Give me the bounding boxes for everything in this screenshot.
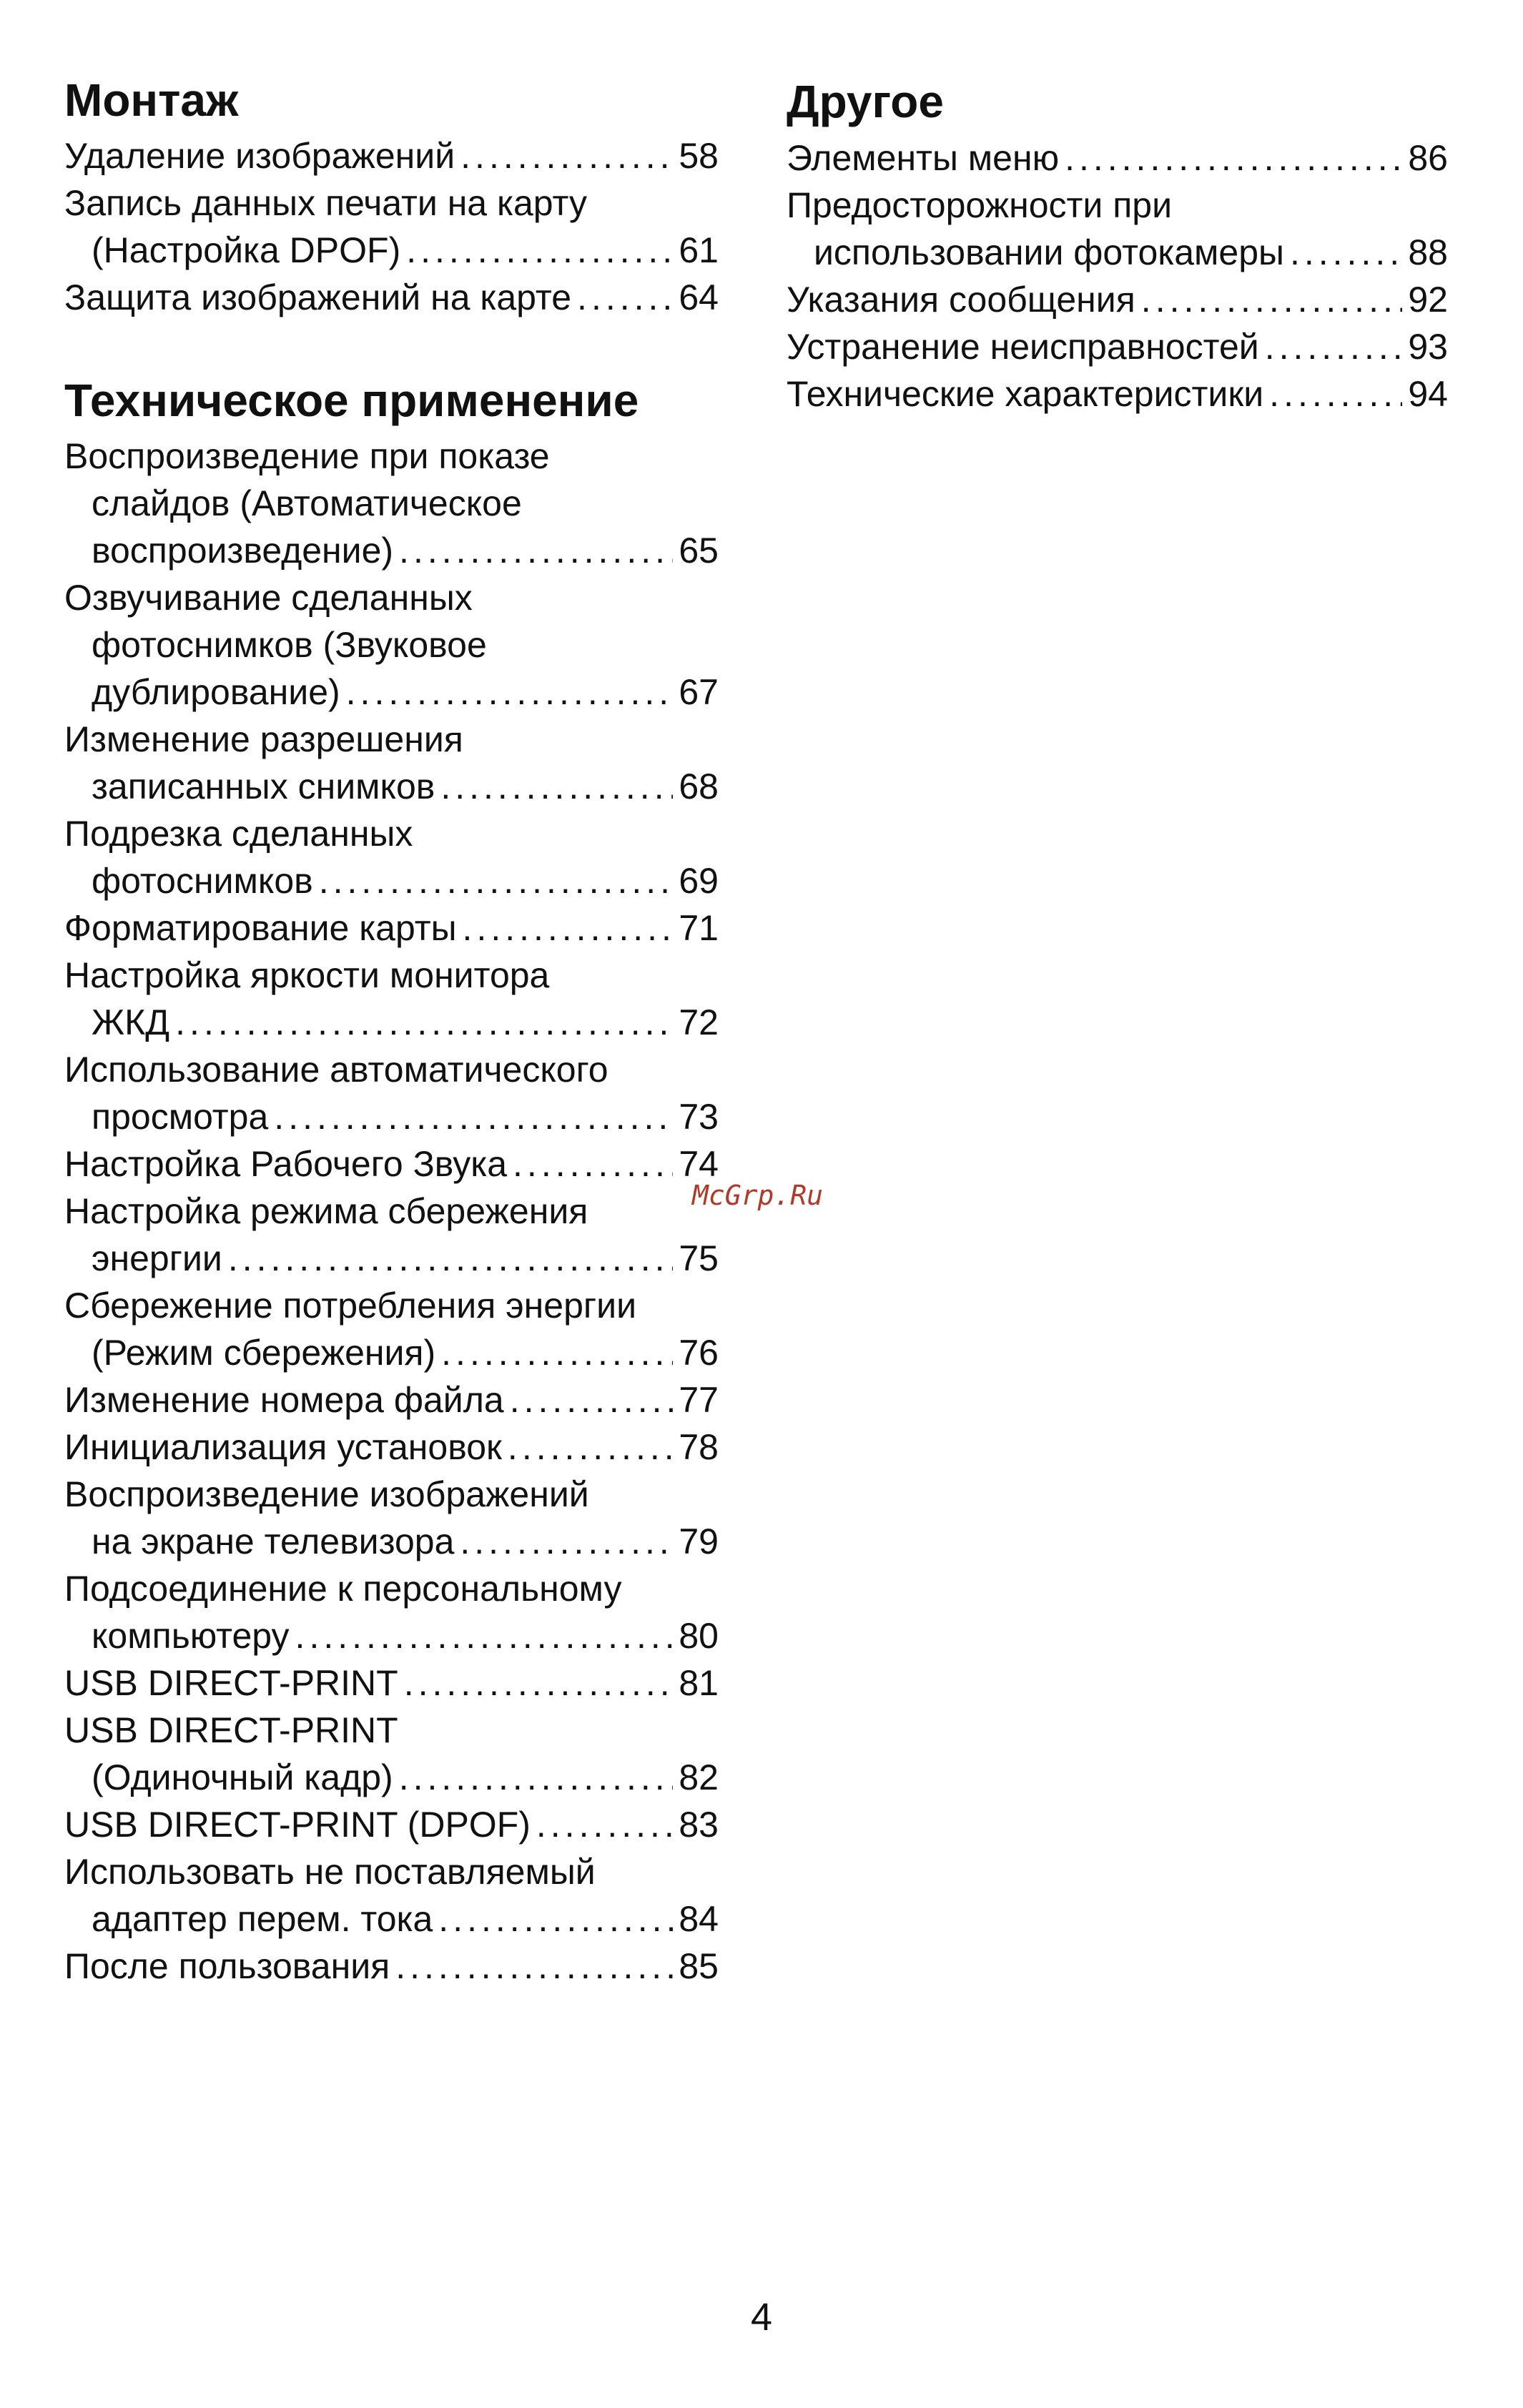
toc-page-number: 80 bbox=[679, 1616, 719, 1656]
dot-leader bbox=[463, 904, 674, 952]
section-title-other: Другое bbox=[787, 76, 944, 127]
toc-line bbox=[64, 1707, 719, 1754]
toc-page-number: 64 bbox=[679, 277, 719, 317]
dot-leader bbox=[406, 227, 673, 274]
toc-line bbox=[64, 1754, 719, 1801]
toc-line bbox=[64, 1235, 719, 1282]
dot-leader bbox=[399, 527, 673, 574]
toc-page-number: 88 bbox=[1408, 232, 1448, 272]
toc-entry-text: Защита изображений на карте bbox=[64, 277, 572, 317]
toc-entry-text: (Одиночный кадр) bbox=[92, 1757, 393, 1797]
toc-line bbox=[787, 323, 1448, 370]
toc-entry bbox=[787, 182, 1448, 276]
toc-line bbox=[64, 1471, 719, 1518]
toc-line bbox=[64, 857, 719, 904]
toc-entry-text: Воспроизведение при показе bbox=[64, 436, 550, 476]
dot-leader bbox=[1290, 229, 1402, 276]
toc-entry bbox=[64, 904, 719, 952]
toc-page-number: 82 bbox=[679, 1757, 719, 1797]
toc-entry bbox=[64, 1188, 719, 1282]
toc-page-number: 73 bbox=[679, 1097, 719, 1137]
toc-entry-text: Удаление изображений bbox=[64, 136, 455, 176]
toc-entry bbox=[787, 370, 1448, 418]
toc-line bbox=[64, 1943, 719, 1990]
toc-line bbox=[64, 132, 719, 179]
toc-entry bbox=[64, 1565, 719, 1659]
toc-entry bbox=[64, 1376, 719, 1423]
toc-entry bbox=[64, 132, 719, 179]
toc-entry-text: использовании фотокамеры bbox=[814, 232, 1284, 272]
toc-entry-text: Использовать не поставляемый bbox=[64, 1852, 596, 1892]
dot-leader bbox=[438, 1895, 673, 1943]
toc-page-number: 67 bbox=[679, 672, 719, 712]
toc-page-number: 79 bbox=[679, 1521, 719, 1561]
dot-leader bbox=[175, 999, 673, 1046]
dot-leader bbox=[346, 668, 674, 716]
toc-entry bbox=[64, 716, 719, 810]
toc-line bbox=[64, 763, 719, 810]
dot-leader bbox=[513, 1140, 673, 1188]
toc-line bbox=[64, 179, 719, 227]
toc-line bbox=[64, 668, 719, 716]
toc-entry bbox=[64, 1848, 719, 1943]
toc-entry-text: просмотра bbox=[92, 1097, 269, 1137]
toc-entry-text: USB DIRECT-PRINT bbox=[64, 1663, 398, 1703]
toc-entry bbox=[64, 433, 719, 574]
toc-line bbox=[64, 1848, 719, 1895]
toc-entry bbox=[64, 179, 719, 274]
toc-line bbox=[64, 433, 719, 480]
toc-entry-text: Настройка режима сбережения bbox=[64, 1191, 588, 1231]
toc-entry-text: Указания сообщения bbox=[787, 280, 1135, 320]
toc-entry-text: Озвучивание сделанных bbox=[64, 578, 473, 618]
dot-leader bbox=[1065, 134, 1402, 182]
dot-leader bbox=[577, 274, 673, 321]
toc-line bbox=[64, 1046, 719, 1093]
toc-entry bbox=[64, 1282, 719, 1376]
toc-page-number: 58 bbox=[679, 136, 719, 176]
watermark: McGrp.Ru bbox=[692, 1180, 824, 1211]
toc-entry-text: Сбережение потребления энергии bbox=[64, 1286, 636, 1326]
toc-page-number: 78 bbox=[679, 1427, 719, 1467]
toc-page-number: 65 bbox=[679, 531, 719, 571]
page-number: 4 bbox=[750, 2296, 773, 2339]
toc-entry-text: Форматирование карты bbox=[64, 908, 457, 948]
toc-entry bbox=[64, 952, 719, 1046]
toc-entry bbox=[787, 134, 1448, 182]
section-title-technical: Техническое применение bbox=[64, 375, 639, 426]
toc-line bbox=[64, 1188, 719, 1235]
toc-entry-text: Запись данных печати на карту bbox=[64, 183, 587, 223]
toc-entry bbox=[64, 1659, 719, 1707]
toc-line bbox=[64, 1659, 719, 1707]
toc-page-number: 93 bbox=[1408, 327, 1448, 367]
toc-entry-text: на экране телевизора bbox=[92, 1521, 455, 1561]
toc-line bbox=[64, 716, 719, 763]
toc-entry-text: Настройка яркости монитора bbox=[64, 955, 550, 995]
toc-line bbox=[64, 527, 719, 574]
toc-entry bbox=[787, 323, 1448, 370]
toc-page-number: 77 bbox=[679, 1380, 719, 1420]
toc-entry-text: Предосторожности при bbox=[787, 185, 1173, 225]
toc-page-number: 84 bbox=[679, 1899, 719, 1939]
toc-entry-text: (Режим сбережения) bbox=[92, 1333, 436, 1373]
toc-line bbox=[64, 1518, 719, 1565]
toc-entry bbox=[64, 1046, 719, 1140]
dot-leader bbox=[510, 1376, 674, 1423]
toc-page-number: 61 bbox=[679, 230, 719, 270]
toc-entry-text: Воспроизведение изображений bbox=[64, 1474, 589, 1514]
toc-line bbox=[787, 134, 1448, 182]
toc-entry-text: фотоснимков (Звуковое bbox=[92, 625, 487, 665]
toc-page-number: 75 bbox=[679, 1238, 719, 1278]
toc-entry-text: дублирование) bbox=[92, 672, 340, 712]
dot-leader bbox=[1141, 276, 1403, 323]
toc-entry-text: (Настройка DPOF) bbox=[92, 230, 401, 270]
toc-entry-text: Изменение номера файла bbox=[64, 1380, 504, 1420]
toc-page-number: 72 bbox=[679, 1002, 719, 1042]
toc-entry-text: Подрезка сделанных bbox=[64, 814, 413, 854]
toc-entry bbox=[64, 1707, 719, 1801]
dot-leader bbox=[395, 1943, 673, 1990]
toc-line bbox=[64, 952, 719, 999]
section-title-montage: Монтаж bbox=[64, 74, 239, 126]
toc-page-number: 94 bbox=[1408, 374, 1448, 414]
toc-line bbox=[787, 370, 1448, 418]
toc-page-number: 92 bbox=[1408, 280, 1448, 320]
toc-page-number: 68 bbox=[679, 766, 719, 806]
toc-line bbox=[787, 276, 1448, 323]
toc-entry bbox=[64, 1943, 719, 1990]
toc-entry-text: записанных снимков bbox=[92, 766, 435, 806]
toc-page-number: 81 bbox=[679, 1663, 719, 1703]
toc-entry-text: фотоснимков bbox=[92, 861, 313, 901]
toc-line bbox=[64, 480, 719, 527]
toc-line bbox=[64, 1565, 719, 1612]
dot-leader bbox=[536, 1801, 673, 1848]
dot-leader bbox=[440, 763, 673, 810]
dot-leader bbox=[460, 1518, 673, 1565]
toc-line bbox=[64, 810, 719, 857]
dot-leader bbox=[319, 857, 674, 904]
toc-entry-text: Настройка Рабочего Звука bbox=[64, 1144, 508, 1184]
toc-entry-text: Использование автоматического bbox=[64, 1050, 608, 1090]
dot-leader bbox=[404, 1659, 674, 1707]
toc-entry-text: USB DIRECT-PRINT (DPOF) bbox=[64, 1805, 531, 1845]
dot-leader bbox=[228, 1235, 674, 1282]
toc-line bbox=[64, 1282, 719, 1329]
toc-line bbox=[64, 227, 719, 274]
toc-line bbox=[787, 182, 1448, 229]
toc-entry-text: воспроизведение) bbox=[92, 531, 394, 571]
toc-page-number: 76 bbox=[679, 1333, 719, 1373]
toc-entry-text: USB DIRECT-PRINT bbox=[64, 1710, 398, 1750]
toc-line bbox=[64, 1895, 719, 1943]
dot-leader bbox=[295, 1612, 674, 1659]
toc-entry-text: Элементы меню bbox=[787, 138, 1060, 178]
toc-entry bbox=[64, 574, 719, 716]
toc-entry bbox=[64, 1471, 719, 1565]
toc-line bbox=[787, 229, 1448, 276]
toc-entry bbox=[64, 1801, 719, 1848]
toc-line bbox=[64, 1612, 719, 1659]
toc-line bbox=[64, 999, 719, 1046]
dot-leader bbox=[399, 1754, 674, 1801]
toc-line bbox=[64, 904, 719, 952]
toc-page-number: 69 bbox=[679, 861, 719, 901]
toc-line bbox=[64, 574, 719, 621]
toc-line bbox=[64, 1140, 719, 1188]
toc-entry-text: Устранение неисправностей bbox=[787, 327, 1259, 367]
toc-page-number: 71 bbox=[679, 908, 719, 948]
dot-leader bbox=[1269, 370, 1402, 418]
toc-line bbox=[64, 1329, 719, 1376]
toc-entry-text: Изменение разрешения bbox=[64, 719, 463, 759]
toc-entry-text: компьютеру bbox=[92, 1616, 290, 1656]
toc-line bbox=[64, 1376, 719, 1423]
toc-entry bbox=[64, 274, 719, 321]
dot-leader bbox=[508, 1423, 673, 1471]
toc-entry-text: Инициализация установок bbox=[64, 1427, 502, 1467]
toc-entry-text: После пользования bbox=[64, 1946, 390, 1986]
toc-line bbox=[64, 274, 719, 321]
toc-page-number: 86 bbox=[1408, 138, 1448, 178]
toc-entry bbox=[64, 810, 719, 904]
toc-entry bbox=[64, 1423, 719, 1471]
toc-page-number: 74 bbox=[679, 1144, 719, 1184]
toc-page-number: 83 bbox=[679, 1805, 719, 1845]
toc-entry-text: слайдов (Автоматическое bbox=[92, 483, 522, 523]
toc-entry-text: Подсоединение к персональному bbox=[64, 1569, 622, 1609]
toc-line bbox=[64, 1423, 719, 1471]
toc-entry-text: ЖКД bbox=[92, 1002, 170, 1042]
toc-entry-text: Технические характеристики bbox=[787, 374, 1264, 414]
dot-leader bbox=[1265, 323, 1403, 370]
toc-line bbox=[64, 621, 719, 668]
toc-entry bbox=[787, 276, 1448, 323]
toc-page-number: 85 bbox=[679, 1946, 719, 1986]
toc-line bbox=[64, 1093, 719, 1140]
dot-leader bbox=[460, 132, 673, 179]
toc-entry-text: энергии bbox=[92, 1238, 222, 1278]
toc-entry-text: адаптер перем. тока bbox=[92, 1899, 433, 1939]
toc-line bbox=[64, 1801, 719, 1848]
dot-leader bbox=[274, 1093, 673, 1140]
toc-entry bbox=[64, 1140, 719, 1188]
dot-leader bbox=[441, 1329, 673, 1376]
